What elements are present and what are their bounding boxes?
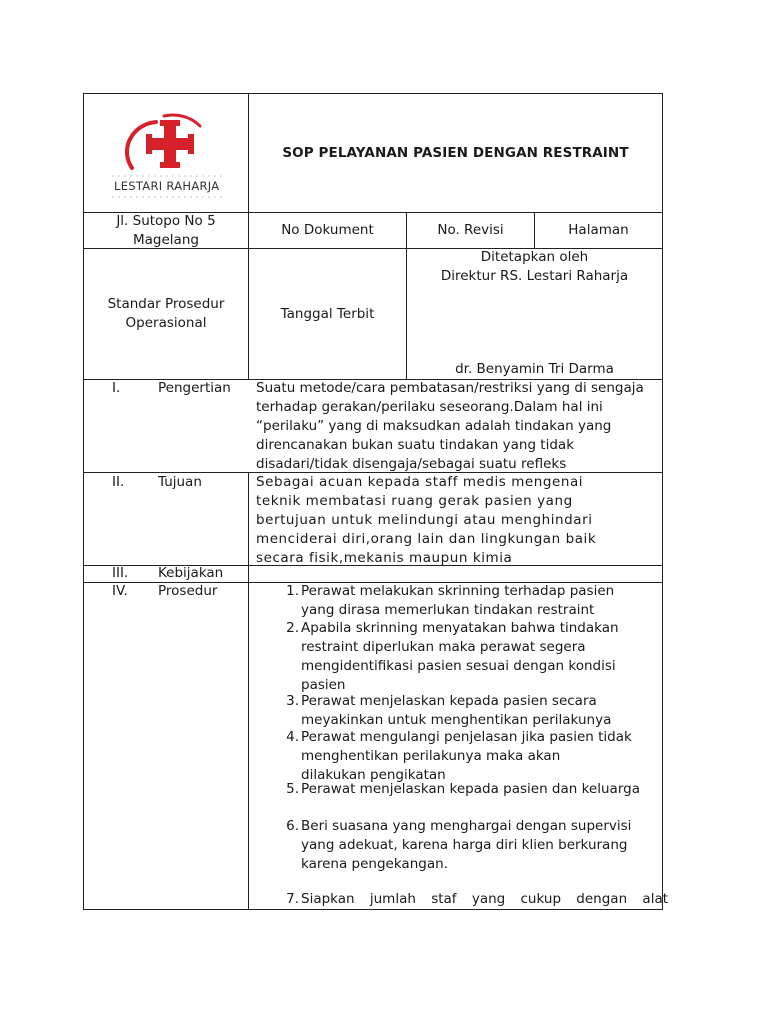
step-line: restraint diperlukan maka perawat segera <box>301 639 586 655</box>
step-number: 2. <box>286 620 299 636</box>
step-number: 3. <box>286 693 299 709</box>
step-line: mengidentifikasi pasien sesuai dengan kondisi <box>301 658 616 674</box>
text-line: Suatu metode/cara pembatasan/restriksi yang di sengaja <box>256 380 644 396</box>
step-line: Perawat menjelaskan kepada pasien dan keluarga <box>301 781 640 797</box>
section-label-tujuan: Tujuan <box>158 474 202 490</box>
procedure-step <box>301 692 611 730</box>
step-line: Perawat mengulangi penjelasan jika pasien tidak <box>301 729 632 745</box>
step-line: Siapkan jumlah staf yang cukup dengan alat <box>301 891 669 907</box>
step-line: Perawat melakukan skrinning terhadap pasien <box>301 583 615 599</box>
text-line: direncanakan bukan suatu tindakan yang tidak <box>256 437 575 453</box>
step-line: karena pengekangan. <box>301 856 448 872</box>
procedure-step <box>301 817 656 874</box>
red-cross-icon <box>127 115 200 168</box>
text-line: terhadap gerakan/perilaku seseorang.Dalam hal ini <box>256 399 603 415</box>
step-line: yang dirasa memerlukan tindakan restraint <box>301 602 595 618</box>
procedure-step <box>301 728 632 785</box>
standar-line: Operasional <box>125 315 207 331</box>
section-label-kebijakan: Kebijakan <box>158 565 224 581</box>
sop-document <box>83 93 669 910</box>
step-line: Beri suasana yang menghargai dengan supervisi <box>301 818 632 834</box>
text-line: bertujuan untuk melindungi atau menghindari <box>256 512 593 528</box>
step-line: yang adekuat, karena harga diri klien berkurang <box>301 837 628 853</box>
address <box>84 213 248 248</box>
step-line: pasien <box>301 677 346 693</box>
address-city: Magelang <box>133 231 199 248</box>
section-label-prosedur: Prosedur <box>158 583 218 599</box>
text-line: Sebagai acuan kepada staff medis mengenai <box>256 474 584 490</box>
ditetapkan-line: Direktur RS. Lestari Raharja <box>440 268 629 284</box>
no-dokumen-label: No Dokument <box>281 222 374 238</box>
section-label-pengertian: Pengertian <box>158 380 231 396</box>
ditetapkan-block <box>407 248 662 286</box>
no-revisi-label: No. Revisi <box>437 222 504 238</box>
column-divider <box>248 472 249 909</box>
tanggal-terbit-label: Tanggal Terbit <box>280 305 375 322</box>
text-line: menciderai diri,orang lain dan lingkungan baik <box>256 531 597 547</box>
ditetapkan-line: Ditetapkan oleh <box>480 249 589 265</box>
section-number: III. <box>112 565 129 581</box>
section-number: IV. <box>112 583 128 599</box>
step-line: dilakukan pengikatan <box>301 767 446 783</box>
procedure-step <box>301 890 668 909</box>
section-number: I. <box>112 380 121 396</box>
procedure-step <box>301 780 640 799</box>
hospital-logo <box>104 106 234 206</box>
signer-name: dr. Benyamin Tri Darma <box>455 361 614 377</box>
step-number: 1. <box>286 583 299 599</box>
text-line: “perilaku” yang di maksudkan adalah tindakan yang <box>256 418 612 434</box>
text-line: disadari/tidak disengaja/sebagai suatu refleks <box>256 456 567 472</box>
step-number: 6. <box>286 818 299 834</box>
step-line: meyakinkan untuk menghentikan perilakunya <box>301 712 612 728</box>
tujuan-text <box>256 473 660 568</box>
procedure-step <box>301 619 619 695</box>
step-number: 5. <box>286 781 299 797</box>
step-number: 4. <box>286 729 299 745</box>
standar-line: Standar Prosedur <box>107 296 225 312</box>
step-number: 7. <box>286 891 299 907</box>
pengertian-text <box>256 379 660 474</box>
standar-prosedur <box>84 249 248 379</box>
step-line: Perawat menjelaskan kepada pasien secara <box>301 693 597 709</box>
text-line: secara fisik,mekanis maupun kimia <box>256 550 513 566</box>
procedure-step <box>301 582 614 620</box>
section-number: II. <box>112 474 125 490</box>
halaman-label: Halaman <box>568 222 629 238</box>
document-title: SOP PELAYANAN PASIEN DENGAN RESTRAINT <box>282 144 629 161</box>
text-line: teknik membatasi ruang gerak pasien yang <box>256 493 573 509</box>
step-line: Apabila skrinning menyatakan bahwa tindakan <box>301 620 619 636</box>
step-line: menghentikan perilakunya maka akan <box>301 748 561 764</box>
address-line: Jl. Sutopo No 5 <box>116 212 216 229</box>
logo-brand-text: LESTARI RAHARJA <box>114 179 220 193</box>
